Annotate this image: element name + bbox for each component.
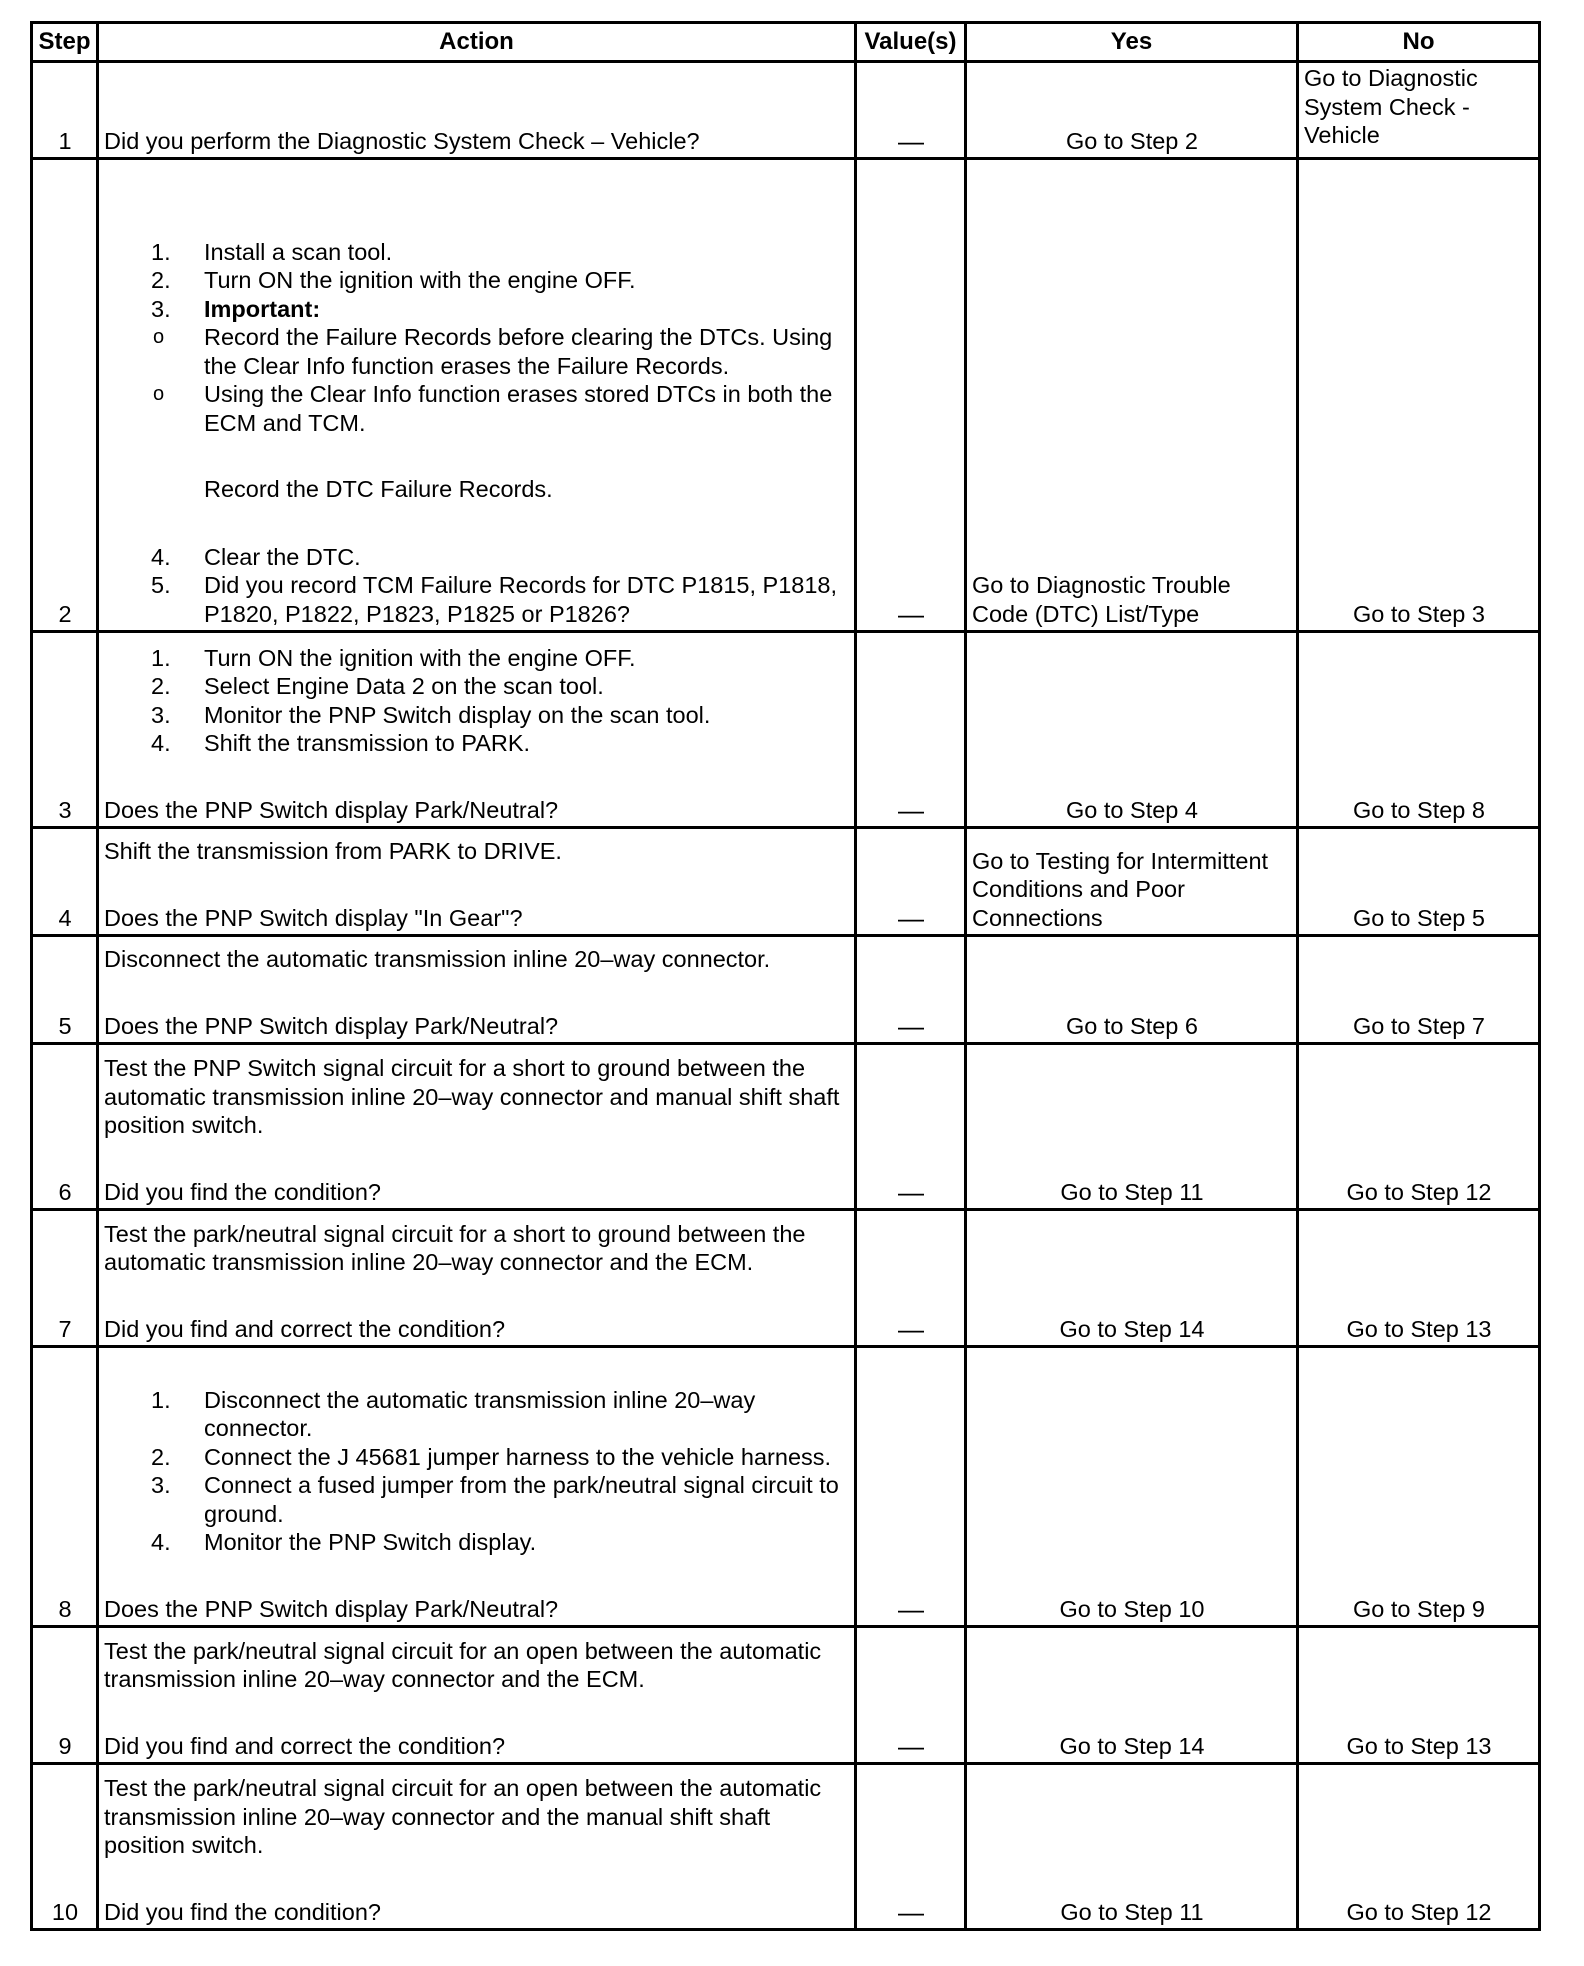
action-steps	[104, 644, 850, 758]
header-action: Action	[98, 23, 856, 62]
list-item	[104, 1471, 850, 1528]
table-row	[32, 1347, 1540, 1627]
bullet-marker: o	[153, 383, 165, 405]
no-cell: Go to Step 8	[1298, 632, 1540, 828]
item-text: Connect a fused jumper from the park/neutral signal circuit to ground.	[204, 1472, 839, 1527]
list-item	[104, 1528, 850, 1557]
yes-cell: Go to Step 11	[966, 1764, 1298, 1930]
bullet-marker: o	[153, 326, 165, 348]
item-number: 1.	[151, 238, 171, 265]
no-cell: Go to Step 13	[1298, 1210, 1540, 1347]
action-question: Did you find the condition?	[104, 1898, 381, 1925]
item-text: Turn ON the ignition with the engine OFF.	[204, 644, 636, 671]
yes-cell: Go to Step 6	[966, 936, 1298, 1044]
action-question: Does the PNP Switch display Park/Neutral?	[104, 1012, 559, 1039]
value-cell: —	[856, 828, 966, 936]
item-number: 2.	[151, 1443, 171, 1470]
action-steps	[104, 238, 850, 629]
list-item	[104, 323, 850, 380]
action-text: Did you perform the Diagnostic System Check – Vehicle?	[104, 127, 700, 154]
header-row	[32, 23, 1540, 62]
important-bullets	[104, 323, 850, 437]
yes-cell: Go to Step 11	[966, 1044, 1298, 1210]
list-item	[104, 729, 850, 758]
important-note: Record the DTC Failure Records.	[204, 476, 553, 502]
table-row	[32, 1627, 1540, 1764]
item-number: 5.	[151, 572, 171, 598]
value-cell: —	[856, 62, 966, 159]
list-item	[104, 1386, 850, 1443]
item-text: Turn ON the ignition with the engine OFF.	[204, 267, 636, 293]
spacer	[104, 1277, 850, 1315]
item-number: 3.	[151, 1472, 171, 1498]
bullet-text: Record the Failure Records before clearing the DTCs. Using the Clear Info function erases the Failure Records.	[204, 324, 833, 379]
action-cell	[98, 1044, 856, 1210]
list-item	[104, 380, 850, 437]
item-text: Monitor the PNP Switch display on the scan tool.	[204, 701, 711, 728]
item-text: Shift the transmission to PARK.	[204, 730, 531, 756]
list-item	[104, 644, 850, 673]
list-item	[104, 1443, 850, 1472]
action-question: Does the PNP Switch display "In Gear"?	[104, 904, 523, 931]
value-cell: —	[856, 1210, 966, 1347]
step-number: 6	[32, 1044, 98, 1210]
step-number: 2	[32, 159, 98, 632]
list-item	[104, 672, 850, 701]
spacer	[204, 504, 850, 543]
value-cell: —	[856, 1044, 966, 1210]
table-row	[32, 828, 1540, 936]
step-number: 4	[32, 828, 98, 936]
diagnostic-table	[30, 21, 1541, 1931]
table-row	[32, 1210, 1540, 1347]
no-cell: Go to Step 9	[1298, 1347, 1540, 1627]
action-question: Does the PNP Switch display Park/Neutral?	[104, 796, 559, 823]
table-row	[32, 62, 1540, 159]
item-text: Disconnect the automatic transmission inline 20–way connector.	[204, 1386, 756, 1441]
yes-cell: Go to Step 14	[966, 1210, 1298, 1347]
action-cell	[98, 1627, 856, 1764]
action-question: Did you find the condition?	[104, 1178, 381, 1205]
action-text: Disconnect the automatic transmission inline 20–way connector.	[104, 946, 771, 972]
item-number: 4.	[151, 543, 171, 570]
item-text: Select Engine Data 2 on the scan tool.	[204, 673, 604, 699]
list-item	[104, 238, 850, 267]
step-number: 1	[32, 62, 98, 159]
action-cell	[98, 62, 856, 159]
item-text: Monitor the PNP Switch display.	[204, 1529, 537, 1555]
value-cell: —	[856, 1627, 966, 1764]
item-number: 2.	[151, 673, 171, 699]
step-number: 7	[32, 1210, 98, 1347]
action-text: Shift the transmission from PARK to DRIVE.	[104, 838, 562, 864]
item-number: 4.	[151, 1529, 171, 1555]
important-label: Important:	[204, 295, 321, 322]
no-cell: Go to Diagnostic System Check - Vehicle	[1298, 62, 1540, 159]
no-cell: Go to Step 7	[1298, 936, 1540, 1044]
bullet-text: Using the Clear Info function erases stored DTCs in both the ECM and TCM.	[204, 381, 833, 436]
spacer	[104, 1557, 850, 1595]
yes-cell: Go to Step 4	[966, 632, 1298, 828]
action-cell	[98, 1347, 856, 1627]
no-cell: Go to Step 13	[1298, 1627, 1540, 1764]
yes-cell: Go to Step 14	[966, 1627, 1298, 1764]
list-item	[104, 266, 850, 295]
table-row	[32, 159, 1540, 632]
no-cell: Go to Step 5	[1298, 828, 1540, 936]
yes-cell: Go to Step 10	[966, 1347, 1298, 1627]
action-question: Did you find and correct the condition?	[104, 1315, 506, 1342]
action-text: Test the park/neutral signal circuit for an open between the automatic transmission inline 20–way connector and the manual shift shaft position switch.	[104, 1775, 822, 1858]
action-cell	[98, 828, 856, 936]
value-cell: —	[856, 159, 966, 632]
item-text: Connect the J 45681 jumper harness to the vehicle harness.	[204, 1443, 832, 1470]
action-text: Test the park/neutral signal circuit for a short to ground between the automatic transmission inline 20–way connector and the ECM.	[104, 1220, 806, 1275]
list-item	[104, 571, 850, 628]
action-cell	[98, 159, 856, 632]
no-cell: Go to Step 12	[1298, 1764, 1540, 1930]
item-number: 1.	[151, 644, 171, 671]
header-values: Value(s)	[856, 23, 966, 62]
header-no: No	[1298, 23, 1540, 62]
spacer	[104, 866, 850, 904]
step-number: 9	[32, 1627, 98, 1764]
yes-cell: Go to Testing for Intermittent Conditions and Poor Connections	[966, 828, 1298, 936]
spacer	[104, 1140, 850, 1178]
step-number: 10	[32, 1764, 98, 1930]
action-cell	[98, 632, 856, 828]
spacer	[104, 758, 850, 796]
list-item	[104, 295, 850, 543]
no-cell: Go to Step 12	[1298, 1044, 1540, 1210]
action-text: Test the park/neutral signal circuit for an open between the automatic transmission inline 20–way connector and the ECM.	[104, 1637, 822, 1692]
table-row	[32, 1044, 1540, 1210]
yes-cell: Go to Diagnostic Trouble Code (DTC) List/Type	[966, 159, 1298, 632]
spacer	[104, 1694, 850, 1732]
item-number: 3.	[151, 701, 171, 728]
spacer	[104, 1860, 850, 1898]
table-row	[32, 632, 1540, 828]
header-yes: Yes	[966, 23, 1298, 62]
value-cell: —	[856, 1347, 966, 1627]
action-text: Test the PNP Switch signal circuit for a short to ground between the automatic transmission inline 20–way connector and manual shift shaft position switch.	[104, 1055, 840, 1138]
item-number: 1.	[151, 1386, 171, 1413]
table-row	[32, 936, 1540, 1044]
step-number: 8	[32, 1347, 98, 1627]
action-question: Did you find and correct the condition?	[104, 1732, 506, 1759]
spacer	[104, 974, 850, 1012]
action-question: Does the PNP Switch display Park/Neutral?	[104, 1595, 559, 1622]
value-cell: —	[856, 936, 966, 1044]
item-number: 2.	[151, 267, 171, 293]
header-step: Step	[32, 23, 98, 62]
item-number: 3.	[151, 295, 171, 322]
item-text: Clear the DTC.	[204, 543, 361, 570]
action-cell	[98, 1210, 856, 1347]
item-text: Did you record TCM Failure Records for DTC P1815, P1818, P1820, P1822, P1823, P1825 or P1826?	[204, 572, 838, 627]
yes-cell: Go to Step 2	[966, 62, 1298, 159]
item-text: Install a scan tool.	[204, 238, 393, 265]
no-cell: Go to Step 3	[1298, 159, 1540, 632]
action-cell	[98, 1764, 856, 1930]
item-number: 4.	[151, 730, 171, 756]
list-item	[104, 701, 850, 730]
step-number: 3	[32, 632, 98, 828]
list-item	[104, 543, 850, 572]
spacer	[204, 437, 850, 475]
action-steps	[104, 1386, 850, 1557]
step-number: 5	[32, 936, 98, 1044]
value-cell: —	[856, 632, 966, 828]
value-cell: —	[856, 1764, 966, 1930]
table-row	[32, 1764, 1540, 1930]
action-cell	[98, 936, 856, 1044]
